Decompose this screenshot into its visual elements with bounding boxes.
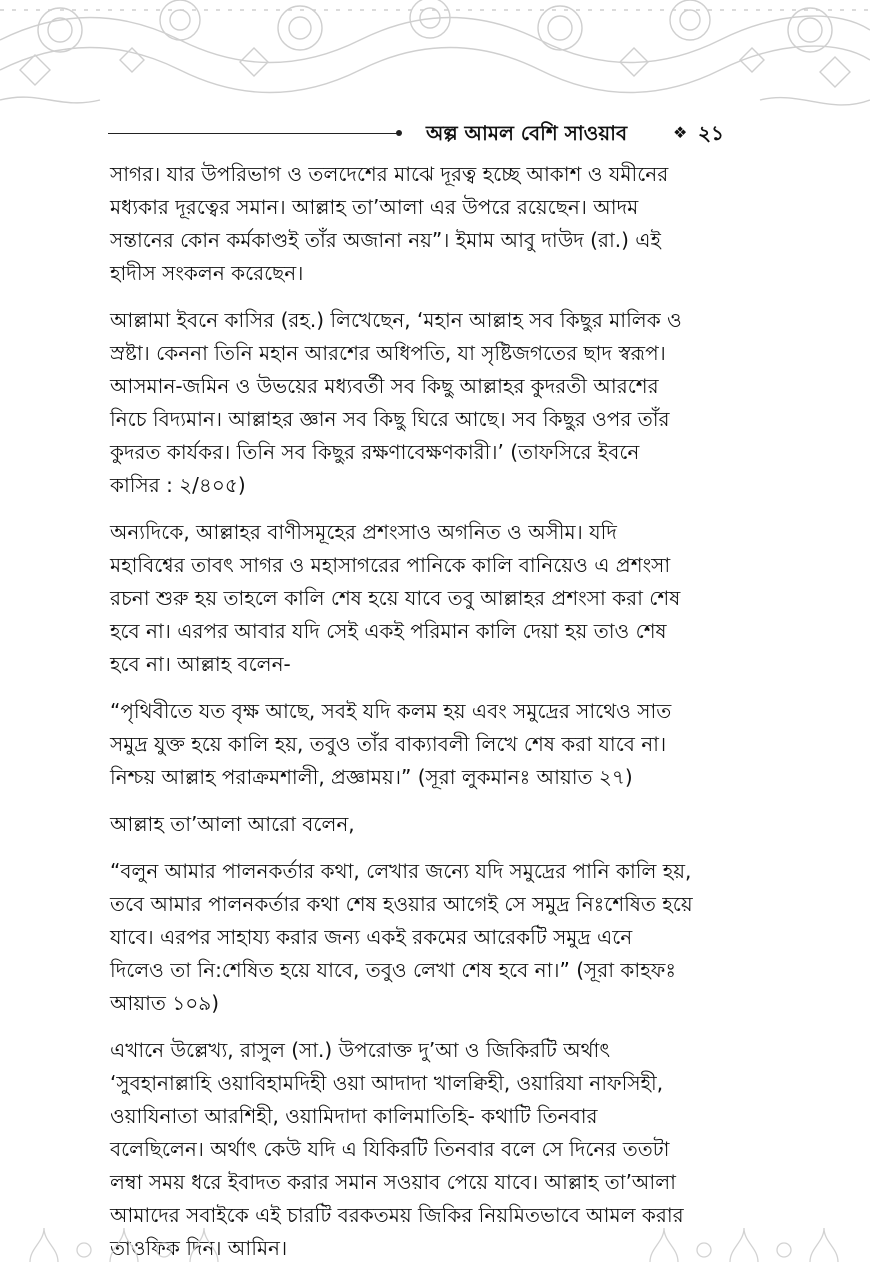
- text-line: মধ্যকার দূরত্বের সমান। আল্লাহ তা’আলা এর উপরে রয়েছেন। আদম: [110, 195, 639, 219]
- text-line: হাদীস সংকলন করেছেন।: [110, 261, 304, 285]
- text-line: তাওফিক দিন। আমিন।: [110, 1236, 288, 1260]
- text-line: সমুদ্র যুক্ত হয়ে কালি হয়, তবুও তাঁর বাক্যাবলী লিখে শেষ করা যাবে না।: [110, 732, 667, 756]
- text-line: এখানে উল্লেখ্য, রাসুল (সা.) উপরোক্ত দু’আ ও জিকিরটি অর্থাৎ: [110, 1038, 611, 1062]
- text-line: আসমান-জমিন ও উভয়ের মধ্যবর্তী সব কিছু আল্লাহর কুদরতী আরশের: [110, 374, 659, 398]
- text-line: “বলুন আমার পালনকর্তার কথা, লেখার জন্যে যদি সমুদ্রের পানি কালি হয়,: [110, 859, 692, 883]
- text-line: আয়াত ১০৯): [110, 991, 220, 1015]
- text-line: রচনা শুরু হয় তাহলে কালি শেষ হয়ে যাবে তবু আল্লাহর প্রশংসা করা শেষ: [110, 586, 681, 610]
- paragraph-praise-infinite: [110, 516, 730, 681]
- page-body: [110, 158, 730, 1279]
- text-line: হবে না। এরপর আবার যদি সেই একই পরিমান কালি দেয়া হয় তাও শেষ: [110, 619, 667, 643]
- text-line: আমাদের সবাইকে এই চারটি বরকতময় জিকির নিয়মিতভাবে আমল করার: [110, 1203, 684, 1227]
- running-title: অল্প আমল বেশি সাওয়াব: [426, 121, 628, 145]
- text-line: তবে আমার পালনকর্তার কথা শেষ হওয়ার আগেই সে সমুদ্র নিঃশেষিত হয়ে: [110, 892, 693, 916]
- text-line: হবে না। আল্লাহ বলেন-: [110, 652, 291, 676]
- page-header: [108, 118, 730, 148]
- page-number: ২১: [698, 121, 724, 145]
- top-ornament-pattern: [0, 0, 870, 130]
- header-separator-ornament: ❖: [673, 123, 688, 142]
- header-rule-dot: [396, 130, 402, 136]
- text-line: মহাবিশ্বের তাবৎ সাগর ও মহাসাগরের পানিকে কালি বানিয়েও এ প্রশংসা: [110, 553, 671, 577]
- text-line: নিচে বিদ্যমান। আল্লাহর জ্ঞান সব কিছু ঘিরে আছে। সব কিছুর ওপর তাঁর: [110, 407, 670, 431]
- text-line: যাবে। এরপর সাহায্য করার জন্য একই রকমের আরেকটি সমুদ্র এনে: [110, 925, 633, 949]
- text-line: নিশ্চয় আল্লাহ পরাক্রমশালী, প্রজ্ঞাময়।” (সূরা লুকমানঃ আয়াত ২৭): [110, 765, 633, 789]
- text-line: আল্লাহ তা’আলা আরো বলেন,: [110, 812, 355, 836]
- text-line: লম্বা সময় ধরে ইবাদত করার সমান সওয়াব পেয়ে যাবে। আল্লাহ তা’আলা: [110, 1170, 676, 1194]
- text-line: ওয়াযিনাতা আরশিহী, ওয়ামিদাদা কালিমাতিহি- কথাটি তিনবার: [110, 1104, 598, 1128]
- text-line: “পৃথিবীতে যত বৃক্ষ আছে, সবই যদি কলম হয় এবং সমুদ্রের সাথেও সাত: [110, 699, 672, 723]
- text-line: কাসির : ২/৪০৫): [110, 473, 246, 497]
- text-line: আল্লামা ইবনে কাসির (রহ.) লিখেছেন, ‘মহান আল্লাহ সব কিছুর মালিক ও: [110, 308, 682, 332]
- text-line: ‘সুবহানাল্লাহি ওয়াবিহামদিহী ওয়া আদাদা খালক্বিহী, ওয়ারিযা নাফসিহী,: [110, 1071, 664, 1095]
- text-line: স্রষ্টা। কেননা তিনি মহান আরশের অধিপতি, যা সৃষ্টিজগতের ছাদ স্বরূপ।: [110, 341, 666, 365]
- paragraph-hadith-conclusion: [110, 158, 730, 290]
- text-line: সন্তানের কোন কর্মকাণ্ডই তাঁর অজানা নয়”। ইমাম আবু দাউদ (রা.) এই: [110, 228, 661, 252]
- paragraph-allah-says-more: [110, 808, 730, 841]
- text-line: বলেছিলেন। অর্থাৎ কেউ যদি এ যিকিরটি তিনবার বলে সে দিনের ততটা: [110, 1137, 670, 1161]
- quote-surah-kahf: [110, 855, 730, 1020]
- bottom-ornament-pattern: [0, 1218, 870, 1267]
- text-line: সাগর। যার উপরিভাগ ও তলদেশের মাঝে দূরত্ব হচ্ছে আকাশ ও যমীনের: [110, 162, 669, 186]
- text-line: দিলেও তা নি:শেষিত হয়ে যাবে, তবুও লেখা শেষ হবে না।” (সূরা কাহফঃ: [110, 958, 677, 982]
- header-rule: [108, 133, 398, 134]
- text-line: কুদরত কার্যকর। তিনি সব কিছুর রক্ষণাবেক্ষণকারী।’ (তাফসিরে ইবনে: [110, 440, 640, 464]
- paragraph-ibn-kathir: [110, 304, 730, 502]
- text-line: অন্যদিকে, আল্লাহর বাণীসমূহের প্রশংসাও অগনিত ও অসীম। যদি: [110, 520, 617, 544]
- quote-surah-luqman: [110, 695, 730, 794]
